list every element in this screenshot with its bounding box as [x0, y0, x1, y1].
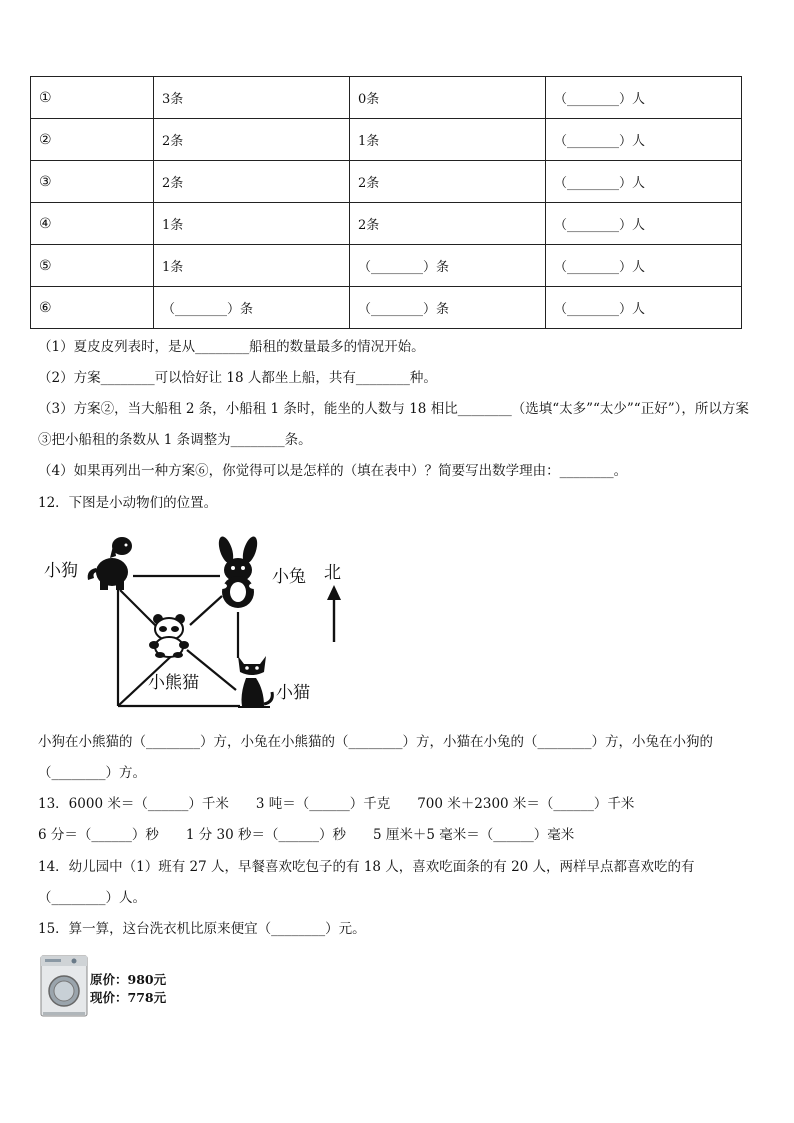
q13-line2: 6 分＝（______）秒 1 分 30 秒＝（______）秒 5 厘米＋5 毫米＝（______）毫米 [38, 827, 575, 843]
people-count-cell: （________）人 [546, 161, 742, 203]
people-count-cell: （________）人 [546, 287, 742, 329]
big-boat-count-cell: 2条 [154, 161, 350, 203]
table-row [31, 161, 742, 203]
small-boat-count-cell: 2条 [350, 161, 546, 203]
q15-title: 15．算一算，这台洗衣机比原来便宜（________）元。 [38, 921, 366, 937]
dog-icon [84, 534, 136, 592]
north-label: 北 [324, 563, 341, 583]
boat-rental-table [30, 76, 742, 329]
people-count-cell: （________）人 [546, 119, 742, 161]
big-boat-count-cell: 1条 [154, 245, 350, 287]
table-row [31, 119, 742, 161]
q11-sub2: （2）方案________可以恰好让 18 人都坐上船，共有________种。 [38, 370, 437, 386]
current-price: 现价：778元 [90, 990, 167, 1005]
plan-number-cell: ① [31, 77, 154, 119]
big-boat-count-cell: 2条 [154, 119, 350, 161]
panda-icon [144, 613, 194, 659]
cat-label: 小猫 [276, 683, 310, 703]
small-boat-count-cell: 2条 [350, 203, 546, 245]
q11-sub4: （4）如果再列出一种方案⑥，你觉得可以是怎样的（填在表中）？简要写出数学理由：________。 [38, 463, 628, 479]
rabbit-icon [210, 536, 266, 612]
big-boat-count-cell: （________）条 [154, 287, 350, 329]
q12-title: 12．下图是小动物们的位置。 [38, 495, 218, 511]
panda-label: 小熊猫 [148, 673, 199, 693]
big-boat-count-cell: 3条 [154, 77, 350, 119]
q12-answer-line2: （________）方。 [38, 765, 146, 781]
washing-machine-icon [40, 955, 88, 1017]
people-count-cell: （________）人 [546, 245, 742, 287]
plan-number-cell: ③ [31, 161, 154, 203]
q14-line1: 14．幼儿园中（1）班有 27 人，早餐喜欢吃包子的有 18 人，喜欢吃面条的有 20 人，两样早点都喜欢吃的有 [38, 859, 695, 875]
animal-position-diagram [40, 530, 370, 715]
table-row [31, 287, 742, 329]
q14-line2: （________）人。 [38, 890, 146, 906]
table-row [31, 203, 742, 245]
table-row [31, 245, 742, 287]
small-boat-count-cell: （________）条 [350, 245, 546, 287]
small-boat-count-cell: （________）条 [350, 287, 546, 329]
q12-answer-line1: 小狗在小熊猫的（________）方，小兔在小熊猫的（________）方，小猫在小兔的（________）方，小兔在小狗的 [38, 734, 713, 750]
q13-line1: 13．6000 米＝（______）千米 3 吨＝（______）千克 700 米＋2300 米＝（______）千米 [38, 796, 635, 812]
plan-number-cell: ② [31, 119, 154, 161]
big-boat-count-cell: 1条 [154, 203, 350, 245]
rabbit-label: 小兔 [272, 567, 306, 587]
plan-number-cell: ⑤ [31, 245, 154, 287]
q11-sub3-line2: ③把小船租的条数从 1 条调整为________条。 [38, 432, 312, 448]
people-count-cell: （________）人 [546, 77, 742, 119]
q11-sub3-line1: （3）方案②，当大船租 2 条，小船租 1 条时，能坐的人数与 18 相比________（选填“太多”“太少”“正好”），所以方案 [38, 401, 749, 417]
plan-number-cell: ⑥ [31, 287, 154, 329]
table-row [31, 77, 742, 119]
dog-label: 小狗 [44, 561, 78, 581]
small-boat-count-cell: 0条 [350, 77, 546, 119]
original-price: 原价：980元 [90, 972, 167, 987]
cat-icon [234, 654, 276, 710]
plan-number-cell: ④ [31, 203, 154, 245]
people-count-cell: （________）人 [546, 203, 742, 245]
small-boat-count-cell: 1条 [350, 119, 546, 161]
q11-sub1: （1）夏皮皮列表时，是从________船租的数量最多的情况开始。 [38, 339, 425, 355]
